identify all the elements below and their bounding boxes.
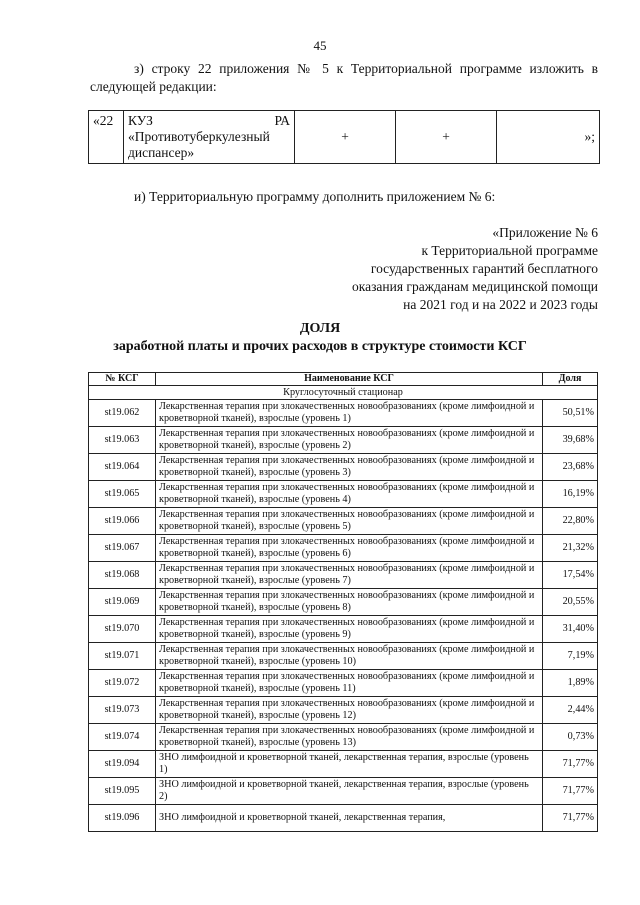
title-heading: ДОЛЯ [299, 321, 341, 336]
ksg-name: Лекарственная терапия при злокачественных новообразованиях (кроме лимфоидной и кроветворной тканей), взрослые (уровень 13) [156, 724, 543, 751]
ksg-name: ЗНО лимфоидной и кроветворной тканей, лекарственная терапия, [156, 805, 543, 832]
ksg-name: Лекарственная терапия при злокачественных новообразованиях (кроме лимфоидной и кроветворной тканей), взрослые (уровень 6) [156, 535, 543, 562]
column-header-code: № КСГ [89, 373, 156, 386]
table-row [89, 535, 598, 562]
table-row [89, 589, 598, 616]
ksg-name: Лекарственная терапия при злокачественных новообразованиях (кроме лимфоидной и кроветворной тканей), взрослые (уровень 11) [156, 670, 543, 697]
ksg-code: st19.096 [89, 805, 156, 832]
ksg-share: 23,68% [543, 454, 598, 481]
table-row [89, 427, 598, 454]
appendix-line: «Приложение № 6 [492, 225, 598, 240]
table-row [89, 751, 598, 778]
ksg-code: st19.074 [89, 724, 156, 751]
appendix-header [278, 224, 598, 314]
ksg-share: 71,77% [543, 805, 598, 832]
ksg-share: 31,40% [543, 616, 598, 643]
ksg-code: st19.094 [89, 751, 156, 778]
table-row [89, 643, 598, 670]
ksg-code: st19.064 [89, 454, 156, 481]
ksg-code: st19.065 [89, 481, 156, 508]
ksg-name: Лекарственная терапия при злокачественных новообразованиях (кроме лимфоидной и кроветворной тканей), взрослые (уровень 5) [156, 508, 543, 535]
section-title: Круглосуточный стационар [89, 386, 598, 400]
table-row [89, 724, 598, 751]
paragraph-z: з) строку 22 приложения № 5 к Территориальной программе изложить в следующей редакции: [90, 61, 598, 94]
table-row [89, 111, 600, 164]
ksg-share: 71,77% [543, 778, 598, 805]
ksg-share: 17,54% [543, 562, 598, 589]
ksg-share: 7,19% [543, 643, 598, 670]
institution-title: «Противотуберкулезный диспансер» [128, 129, 270, 160]
page-number: 45 [313, 38, 327, 53]
ksg-name: Лекарственная терапия при злокачественных новообразованиях (кроме лимфоидной и кроветворной тканей), взрослые (уровень 1) [156, 400, 543, 427]
ksg-name: Лекарственная терапия при злокачественных новообразованиях (кроме лимфоидной и кроветворной тканей), взрослые (уровень 12) [156, 697, 543, 724]
table-header-row [89, 373, 598, 386]
paragraph-i: и) Территориальную программу дополнить приложением № 6: [134, 189, 496, 204]
ksg-share: 20,55% [543, 589, 598, 616]
closing-quote: »; [497, 111, 600, 164]
ksg-share: 22,80% [543, 508, 598, 535]
row-22-table [88, 110, 600, 164]
section-row [89, 386, 598, 400]
table-row [89, 481, 598, 508]
table-row [89, 400, 598, 427]
ksg-name: Лекарственная терапия при злокачественных новообразованиях (кроме лимфоидной и кроветворной тканей), взрослые (уровень 4) [156, 481, 543, 508]
column-header-name: Наименование КСГ [156, 373, 543, 386]
ksg-share: 2,44% [543, 697, 598, 724]
row-number: «22 [89, 111, 124, 164]
ksg-share: 21,32% [543, 535, 598, 562]
table-row [89, 697, 598, 724]
ksg-share: 1,89% [543, 670, 598, 697]
ksg-code: st19.066 [89, 508, 156, 535]
ksg-share: 16,19% [543, 481, 598, 508]
table-row [89, 670, 598, 697]
appendix-line: на 2021 год и на 2022 и 2023 годы [403, 297, 598, 312]
ksg-table [88, 372, 598, 832]
ksg-name: Лекарственная терапия при злокачественных новообразованиях (кроме лимфоидной и кроветворной тканей), взрослые (уровень 3) [156, 454, 543, 481]
ksg-code: st19.072 [89, 670, 156, 697]
institution-type: КУЗ [128, 113, 153, 128]
table-row [89, 508, 598, 535]
ksg-share: 71,77% [543, 751, 598, 778]
ksg-name: ЗНО лимфоидной и кроветворной тканей, лекарственная терапия, взрослые (уровень 2) [156, 778, 543, 805]
document-title [0, 320, 640, 356]
ksg-name: Лекарственная терапия при злокачественных новообразованиях (кроме лимфоидной и кроветворной тканей), взрослые (уровень 8) [156, 589, 543, 616]
ksg-code: st19.063 [89, 427, 156, 454]
ksg-code: st19.095 [89, 778, 156, 805]
institution-region: РА [274, 113, 290, 128]
appendix-line: оказания гражданам медицинской помощи [351, 279, 598, 294]
ksg-share: 39,68% [543, 427, 598, 454]
ksg-code: st19.067 [89, 535, 156, 562]
column-header-share: Доля [543, 373, 598, 386]
table-row [89, 805, 598, 832]
table-row [89, 778, 598, 805]
institution-name [124, 111, 295, 164]
mark-cell: + [396, 111, 497, 164]
ksg-name: Лекарственная терапия при злокачественных новообразованиях (кроме лимфоидной и кроветворной тканей), взрослые (уровень 10) [156, 643, 543, 670]
ksg-name: Лекарственная терапия при злокачественных новообразованиях (кроме лимфоидной и кроветворной тканей), взрослые (уровень 2) [156, 427, 543, 454]
ksg-share: 0,73% [543, 724, 598, 751]
ksg-code: st19.073 [89, 697, 156, 724]
appendix-line: государственных гарантий бесплатного [370, 261, 598, 276]
ksg-name: Лекарственная терапия при злокачественных новообразованиях (кроме лимфоидной и кроветворной тканей), взрослые (уровень 9) [156, 616, 543, 643]
table-row [89, 454, 598, 481]
mark-cell: + [295, 111, 396, 164]
title-subheading: заработной платы и прочих расходов в структуре стоимости КСГ [113, 339, 527, 354]
table-row [89, 616, 598, 643]
ksg-share: 50,51% [543, 400, 598, 427]
ksg-code: st19.068 [89, 562, 156, 589]
appendix-line: к Территориальной программе [421, 243, 598, 258]
ksg-code: st19.062 [89, 400, 156, 427]
ksg-name: Лекарственная терапия при злокачественных новообразованиях (кроме лимфоидной и кроветворной тканей), взрослые (уровень 7) [156, 562, 543, 589]
ksg-code: st19.070 [89, 616, 156, 643]
ksg-name: ЗНО лимфоидной и кроветворной тканей, лекарственная терапия, взрослые (уровень 1) [156, 751, 543, 778]
ksg-code: st19.069 [89, 589, 156, 616]
ksg-code: st19.071 [89, 643, 156, 670]
table-row [89, 562, 598, 589]
